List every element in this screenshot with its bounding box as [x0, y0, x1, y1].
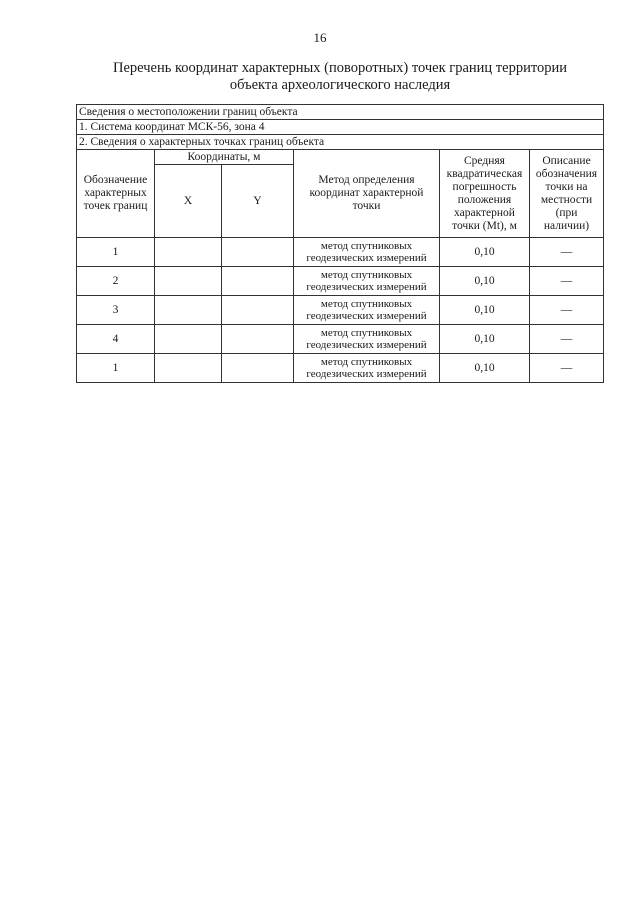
x-cell — [155, 296, 222, 325]
error-cell: 0,10 — [440, 267, 530, 296]
point-cell: 4 — [77, 325, 155, 354]
description-cell: — — [530, 238, 604, 267]
method-line-2: геодезических измерений — [306, 339, 427, 351]
x-cell — [155, 325, 222, 354]
method-line-2: геодезических измерений — [306, 281, 427, 293]
x-cell — [155, 238, 222, 267]
header-error: Средняя квадратическая погрешность положения характерной точки (Mt), м — [440, 150, 530, 238]
method-cell — [294, 267, 440, 296]
method-line-2: геодезических измерений — [306, 310, 427, 322]
method-line-1: метод спутниковых — [320, 297, 413, 310]
document-title — [80, 60, 600, 94]
description-cell: — — [530, 267, 604, 296]
y-cell — [222, 325, 294, 354]
table-row — [77, 354, 604, 383]
x-cell — [155, 354, 222, 383]
point-cell: 3 — [77, 296, 155, 325]
header-y: Y — [222, 165, 294, 238]
section-location: Сведения о местоположении границ объекта — [77, 105, 604, 120]
table-row — [77, 267, 604, 296]
error-cell: 0,10 — [440, 354, 530, 383]
method-line-1: метод спутниковых — [320, 355, 413, 368]
section-points-row — [77, 135, 604, 150]
description-cell: — — [530, 325, 604, 354]
page-number: 16 — [313, 30, 327, 45]
error-cell: 0,10 — [440, 296, 530, 325]
section-coordinate-system: 1. Система координат МСК-56, зона 4 — [77, 120, 604, 135]
table-row — [77, 325, 604, 354]
method-cell — [294, 238, 440, 267]
coordinates-table — [76, 104, 604, 383]
title-line-1: Перечень координат характерных (поворотных) точек границ территории — [112, 60, 568, 76]
error-cell: 0,10 — [440, 325, 530, 354]
point-cell: 2 — [77, 267, 155, 296]
method-line-2: геодезических измерений — [306, 252, 427, 264]
method-line-1: метод спутниковых — [320, 268, 413, 281]
x-cell — [155, 267, 222, 296]
table-body — [77, 238, 604, 383]
header-description: Описание обозначения точки на местности (при наличии) — [530, 150, 604, 238]
header-designation: Обозначение характерных точек границ — [77, 150, 155, 238]
method-line-1: метод спутниковых — [320, 239, 413, 252]
title-line-2: объекта археологического наследия — [229, 77, 451, 93]
method-line-2: геодезических измерений — [306, 368, 427, 380]
header-method: Метод определения координат характерной точки — [294, 150, 440, 238]
description-cell: — — [530, 354, 604, 383]
error-cell: 0,10 — [440, 238, 530, 267]
header-row-1 — [77, 150, 604, 165]
description-cell: — — [530, 296, 604, 325]
section-system-row — [77, 120, 604, 135]
y-cell — [222, 296, 294, 325]
section-points: 2. Сведения о характерных точках границ объекта — [77, 135, 604, 150]
header-coordinates: Координаты, м — [155, 150, 294, 165]
method-cell — [294, 296, 440, 325]
table-row — [77, 296, 604, 325]
point-cell: 1 — [77, 354, 155, 383]
method-line-1: метод спутниковых — [320, 326, 413, 339]
header-x: X — [155, 165, 222, 238]
section-location-row — [77, 105, 604, 120]
method-cell — [294, 354, 440, 383]
y-cell — [222, 267, 294, 296]
method-cell — [294, 325, 440, 354]
y-cell — [222, 354, 294, 383]
table-row — [77, 238, 604, 267]
point-cell: 1 — [77, 238, 155, 267]
y-cell — [222, 238, 294, 267]
